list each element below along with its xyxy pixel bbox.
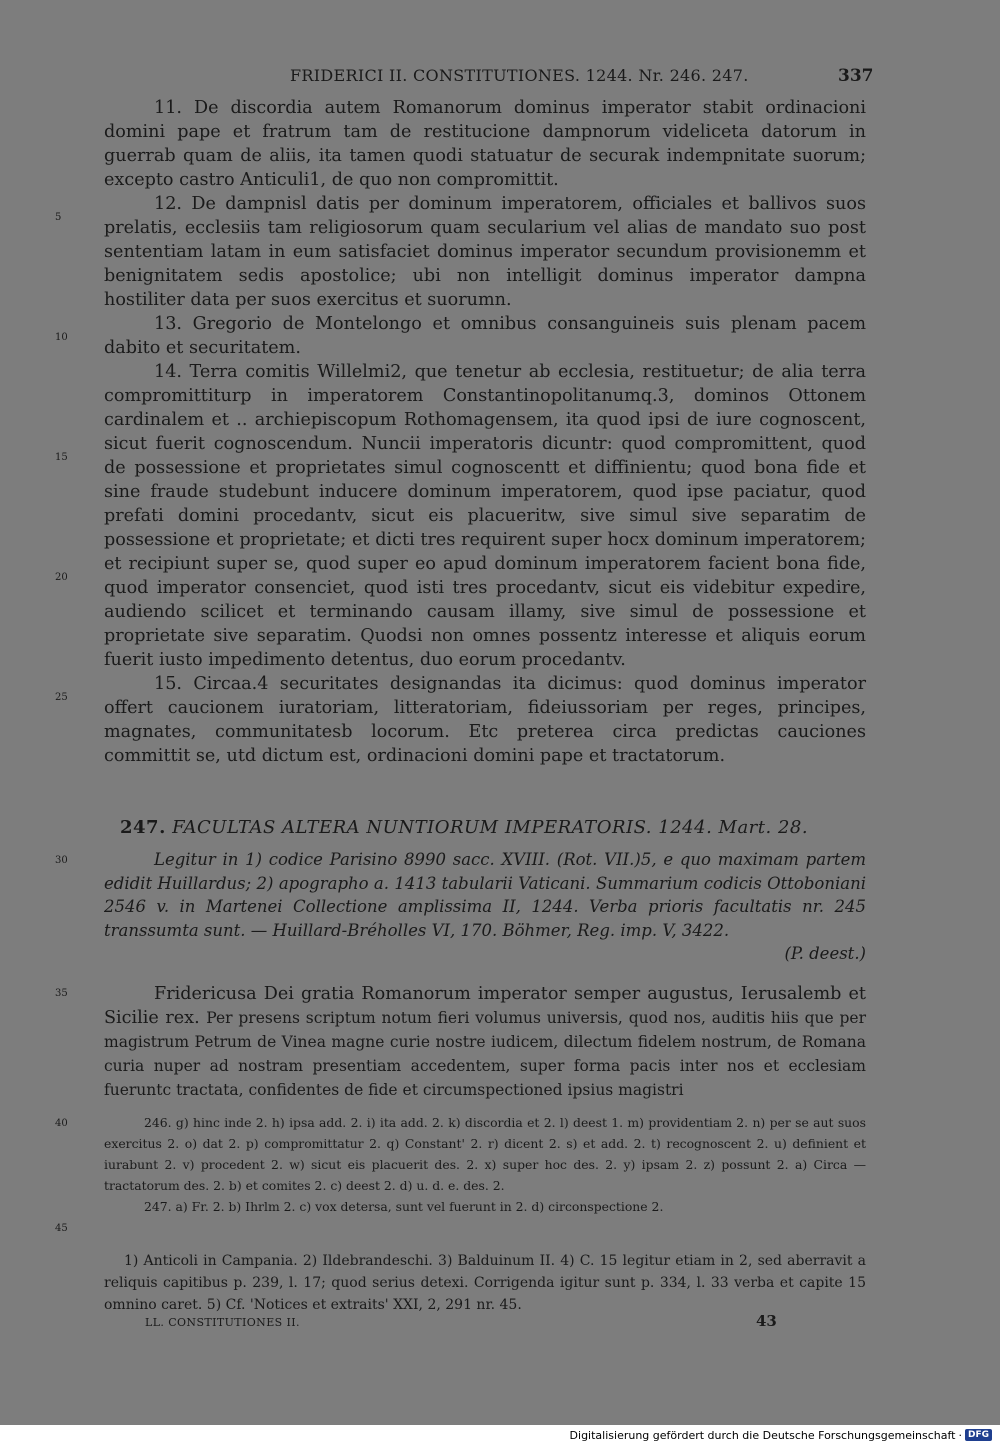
document-number: 247. bbox=[120, 817, 166, 838]
page-number: 337 bbox=[838, 66, 874, 86]
footnote-text: 1) Anticoli in Campania. 2) Ildebrandeschi. 3) Balduinum II. 4) C. 15 legitur etiam in 2, sed aberravit a reliquis capitibus p. 239, l. 17; quod serius detexi. Corrigenda igitur sunt p. 334, l. 33 verba et capite 15 omnino caret. 5) Cf. 'Notices et extraits' XXI, 2, 291 nr. 45. bbox=[104, 1253, 866, 1313]
intitulatio: Fridericusa Dei gratia Romanorum imperator semper augustus, Ierusalemb et Sicilie rex. bbox=[104, 984, 866, 1028]
narratio: Per presens scriptum notum fieri volumus universis, quod nos, auditis hiis que per magistrum Petrum de Vinea magne curie nostre iudicem, dilectum fidelem nostrum, de Romana curia nuper ad nostram presentiam accedentem, super forma pacis inter nos et ecclesiam fueruntc tractata, confidentes de fide et circumspectioned ipsius magistri bbox=[104, 1009, 866, 1099]
sheet-number: 43 bbox=[756, 1312, 777, 1330]
source-description: Legitur in 1) codice Parisino 8990 sacc. XVIII. (Rot. VII.)5, e quo maximam partem edidit Huillardus; 2) apographo a. 1413 tabularii Vaticani. Summarium codicis Ottoboniani 2546 v. in Martenei Collectione amplissima II, 1244. Verba prioris facultatis nr. 245 transsumta sunt. — Huillard-Bréholles VI, 170. Böhmer, Reg. imp. V, 3422. bbox=[104, 850, 866, 940]
variant-notes-247: 247. a) Fr. 2. b) Ihrlm 2. c) vox detersa, sunt vel fuerunt in 2. d) circonspectione 2. bbox=[144, 1199, 664, 1214]
running-header: FRIDERICI II. CONSTITUTIONES. 1244. Nr. 246. 247. bbox=[290, 66, 749, 85]
line-number: 20 bbox=[55, 572, 68, 583]
line-number: 35 bbox=[55, 988, 68, 999]
source-note bbox=[104, 848, 866, 966]
line-number: 40 bbox=[55, 1118, 68, 1129]
paragraph-14: 14. Terra comitis Willelmi2, que tenetur ab ecclesia, restituetur; de alia terra compromittiturp in imperatorem Constantinopolitanumq.3, dominos Ottonem cardinalem et .. archiepiscopum Rothomagensem, ita quod ipsi de iure cognoscent, sicut fuerit cognoscendum. Nuncii imperatoris dicuntr: quod compromittent, quod de possessione et proprietates simul cognoscentt et diffinientu; quod bona fide et sine fraude studebunt inducere dominum imperatorem, quod ipse paciatur, quod prefati domini procedantv, sicut eis placueritw, sive simul sive separatim de possessione et proprietate; et dicti tres requirent super hocx dominum imperatorem; et recipiunt super se, quod super eo apud dominum imperatorem facient bona fide, quod imperator consenciet, quod isti tres procedantv, sicut eis videbitur expedire, audiendo scilicet et terminando causam illamy, sive simul de possessione et proprietate sive separatim. Quodsi non omnes possentz interesse et aliquis eorum fuerit iusto impedimento detentus, duo eorum procedantv. bbox=[104, 362, 866, 670]
dfg-logo-icon: DFG bbox=[965, 1429, 992, 1441]
funding-banner: Digitalisierung gefördert durch die Deutsche Forschungsgemeinschaft · DFG bbox=[570, 1427, 992, 1443]
variant-notes-246: 246. g) hinc inde 2. h) ipsa add. 2. i) ita add. 2. k) discordia et 2. l) deest 1. m) providentiam 2. n) per se aut suos exercitus 2. o) dat 2. p) compromittatur 2. q) Constant' 2. r) dicent 2. s) et add. 2. t) recognoscent 2. u) definient et iurabunt 2. v) procedent 2. w) sicut eis placuerit des. 2. x) super hoc des. 2. y) ipsam 2. z) possunt 2. a) Circa — tractatorum des. 2. b) et comites 2. c) deest 2. d) u. d. e. des. 2. bbox=[104, 1115, 866, 1193]
line-number: 10 bbox=[55, 332, 68, 343]
line-number: 45 bbox=[55, 1223, 68, 1234]
main-text-246 bbox=[104, 96, 866, 768]
line-number: 30 bbox=[55, 855, 68, 866]
document-heading: FACULTAS ALTERA NUNTIORUM IMPERATORIS. bbox=[172, 817, 653, 838]
variant-notes bbox=[104, 1112, 866, 1217]
main-text-247 bbox=[104, 982, 866, 1102]
document-date: 1244. Mart. 28. bbox=[658, 817, 809, 838]
line-number: 5 bbox=[55, 212, 62, 223]
line-number: 15 bbox=[55, 452, 68, 463]
paragraph-11: 11. De discordia autem Romanorum dominus imperator stabit ordinacioni domini pape et fratrum tam de restitucione dampnorum videliceta datorum in guerrab quam de aliis, ita tamen quodi statuatur de securak indempnitate suorum; excepto castro Anticuli1, de quo non compromittit. bbox=[104, 98, 866, 190]
paragraph-15: 15. Circaa.4 securitates designandas ita dicimus: quod dominus imperator offert caucionem iuratoriam, litteratoriam, fideiussoriam per reges, principes, magnates, communitatesb locorum. Etc preterea circa predictas cauciones committit se, utd dictum est, ordinacioni domini pape et tractatorum. bbox=[104, 674, 866, 766]
paragraph-12: 12. De dampnisl datis per dominum imperatorem, officiales et ballivos suos prelatis, ecclesiis tam religiosorum quam secularium vel alias de mandato suo post sententiam latam in eum satisfaciet dominus imperator secundum provisionemm et benignitatem sedis apostolice; ubi non intelligit dominus imperator dampna hostiliter data per suos exercitus et suorumn. bbox=[104, 194, 866, 310]
paragraph-13: 13. Gregorio de Montelongo et omnibus consanguineis suis plenam pacem dabito et securitatem. bbox=[104, 314, 866, 358]
line-number: 25 bbox=[55, 692, 68, 703]
signature-mark: LL. CONSTITUTIONES II. bbox=[145, 1316, 300, 1329]
funding-text: Digitalisierung gefördert durch die Deutsche Forschungsgemeinschaft bbox=[569, 1428, 956, 1442]
footnotes bbox=[104, 1250, 866, 1316]
document-title bbox=[120, 817, 808, 838]
document-text bbox=[104, 982, 866, 1102]
source-note-end: (P. deest.) bbox=[784, 944, 866, 963]
